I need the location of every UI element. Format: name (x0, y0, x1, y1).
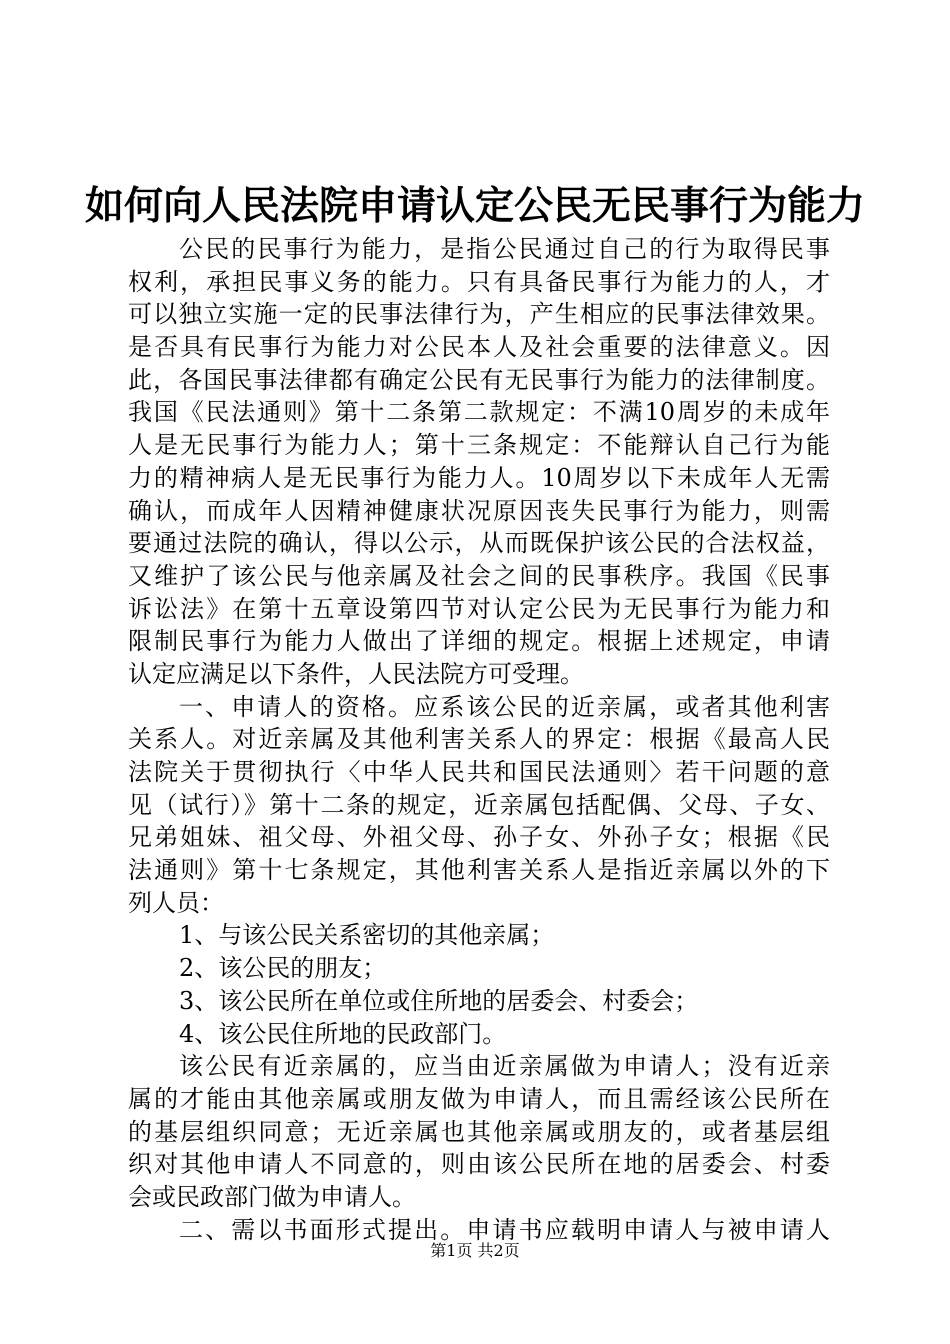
document-body (128, 233, 830, 1246)
body-line: 认定应满足以下条件，人民法院方可受理。 (128, 659, 584, 688)
body-line: 是否具有民事行为能力对公民本人及社会重要的法律意义。因 (128, 333, 830, 362)
body-line: 我国《民法通则》第十二条第二款规定：不满10周岁的未成年 (128, 398, 830, 427)
body-line: 权利，承担民事义务的能力。只有具备民事行为能力的人，才 (128, 267, 830, 296)
body-line: 见（试行）》第十二条的规定，近亲属包括配偶、父母、子女、 (128, 790, 830, 819)
body-line: 可以独立实施一定的民事法律行为，产生相应的民事法律效果。 (128, 300, 830, 329)
body-line: 二、需以书面形式提出。申请书应载明申请人与被申请人 (179, 1215, 830, 1244)
body-line: 法院关于贯彻执行〈中华人民共和国民法通则〉若干问题的意 (128, 758, 830, 786)
page-footer: 第1页 共2页 (430, 1241, 520, 1260)
document-title: 如何向人民法院申请认定公民无民事行为能力 (84, 184, 865, 229)
body-line: 列人员： (128, 888, 224, 917)
body-line: 1、与该公民关系密切的其他亲属； (179, 921, 555, 950)
body-line: 此，各国民事法律都有确定公民有无民事行为能力的法律制度。 (128, 365, 830, 394)
body-line: 2、该公民的朋友； (179, 954, 387, 983)
body-line: 一、申请人的资格。应系该公民的近亲属，或者其他利害 (179, 692, 830, 721)
body-line: 的基层组织同意；无近亲属也其他亲属或朋友的，或者基层组 (128, 1117, 830, 1146)
body-line: 属的才能由其他亲属或朋友做为申请人，而且需经该公民所在 (128, 1084, 830, 1113)
body-line: 又维护了该公民与他亲属及社会之间的民事秩序。我国《民事 (128, 561, 830, 590)
body-line: 兄弟姐妹、祖父母、外祖父母、孙子女、外孙子女；根据《民 (128, 823, 830, 852)
body-line: 3、该公民所在单位或住所地的居委会、村委会； (179, 986, 699, 1015)
body-line: 法通则》第十七条规定，其他利害关系人是指近亲属以外的下 (128, 856, 830, 885)
body-line: 力的精神病人是无民事行为能力人。10周岁以下未成年人无需 (128, 463, 830, 492)
body-line: 关系人。对近亲属及其他利害关系人的界定：根据《最高人民 (128, 725, 830, 754)
body-line: 确认，而成年人因精神健康状况原因丧失民事行为能力，则需 (128, 496, 830, 525)
body-line: 该公民有近亲属的，应当由近亲属做为申请人；没有近亲 (179, 1052, 830, 1081)
body-line: 要通过法院的确认，得以公示，从而既保护该公民的合法权益， (128, 529, 830, 558)
body-line: 公民的民事行为能力，是指公民通过自己的行为取得民事 (179, 235, 830, 263)
body-line: 限制民事行为能力人做出了详细的规定。根据上述规定，申请 (128, 627, 830, 656)
body-line: 人是无民事行为能力人；第十三条规定：不能辩认自己行为能 (128, 431, 830, 460)
body-line: 会或民政部门做为申请人。 (128, 1182, 416, 1211)
body-line: 4、该公民住所地的民政部门。 (179, 1019, 507, 1048)
body-line: 织对其他申请人不同意的，则由该公民所在地的居委会、村委 (128, 1150, 830, 1179)
body-line: 诉讼法》在第十五章设第四节对认定公民为无民事行为能力和 (128, 594, 830, 623)
